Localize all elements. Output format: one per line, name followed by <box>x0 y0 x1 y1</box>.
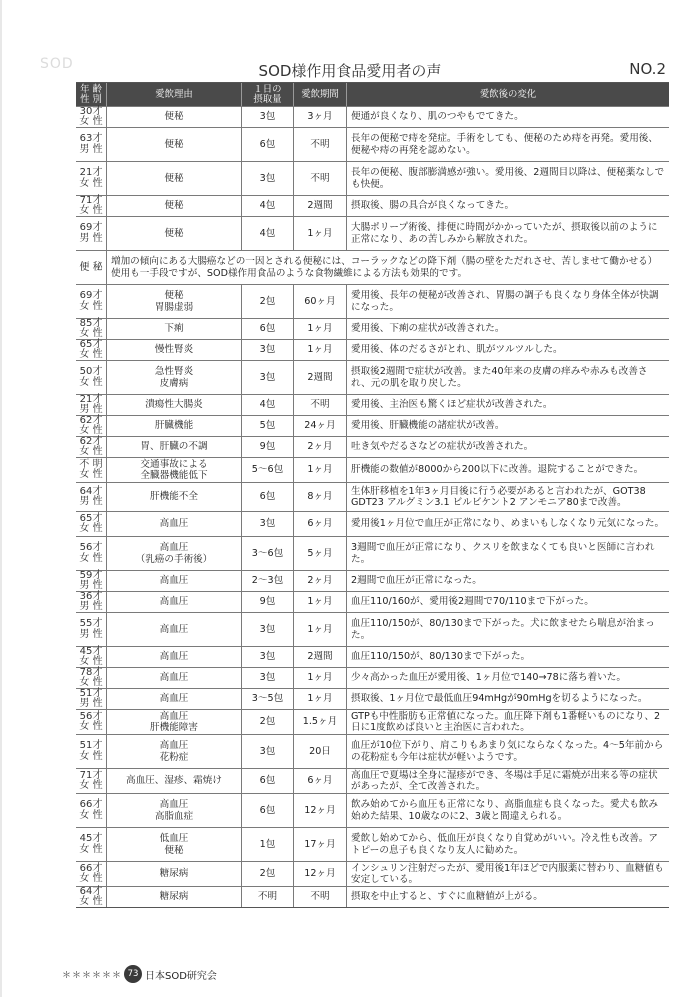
change-cell: GTPも中性脂肪も正常値になった。血圧降下剤も1番軽いものになり、2日に1度飲めば良いと主治医に言われた。 <box>346 710 669 734</box>
age-gender-cell <box>76 437 106 457</box>
change-cell: 生体肝移植を1年3ヶ月目後に行う必要があると言われたが、GOT38 GDT23 アルグミン3.1 ビルビケント2 アンモニア80まで改善。 <box>346 483 669 511</box>
dose-cell: 6包 <box>241 483 293 511</box>
dose-cell: 6包 <box>241 319 293 339</box>
age-value: 55才 <box>79 618 103 629</box>
dose-cell: 3包 <box>241 361 293 394</box>
age-gender-cell <box>76 735 106 768</box>
age-gender-cell <box>76 862 106 886</box>
reason-cell: 高血圧 <box>106 689 241 709</box>
age-value: 30才 <box>79 105 103 117</box>
age-gender-cell <box>76 217 106 250</box>
page-badge: 73 <box>124 965 142 983</box>
gender-value: 女 性 <box>79 376 103 388</box>
age-value: 78才 <box>79 666 103 678</box>
gender-value: 男 性 <box>79 601 103 612</box>
table-row <box>76 161 669 195</box>
reason-cell: 高血圧 <box>106 668 241 688</box>
footer-org: 日本SOD研究会 <box>145 970 217 982</box>
period-cell: 1ヶ月 <box>293 319 346 339</box>
age-value: 51才 <box>79 740 103 751</box>
change-cell: 長年の便秘で痔を発症。手術をしても、便秘のため痔を再発。愛用後、便秘や痔の再発を認めない。 <box>346 128 669 161</box>
dose-cell: 3包 <box>241 735 293 768</box>
gender-value: 男 性 <box>79 143 103 155</box>
reason-cell: 高血圧、湿疹、霜焼け <box>106 769 241 793</box>
age-gender-cell <box>76 689 106 709</box>
period-cell: 8ヶ月 <box>293 483 346 511</box>
table-row <box>76 511 669 536</box>
age-gender-cell <box>76 794 106 827</box>
reason-cell: 便秘 胃腸虚弱 <box>106 285 241 318</box>
gender-value: 女 性 <box>79 656 103 667</box>
age-gender-cell <box>76 769 106 793</box>
dose-cell: 5包 <box>241 416 293 436</box>
reason-cell: 便秘 <box>106 217 241 250</box>
period-cell: 12ヶ月 <box>293 862 346 886</box>
reason-cell: 高血圧 <box>106 592 241 612</box>
period-cell: 2ヶ月 <box>293 571 346 591</box>
gender-value: 女 性 <box>79 523 103 534</box>
period-cell: 1ヶ月 <box>293 689 346 709</box>
dose-cell: 4包 <box>241 395 293 415</box>
age-value: 85才 <box>79 317 103 329</box>
age-gender-cell <box>76 162 106 195</box>
dose-cell: 不明 <box>241 887 293 907</box>
reason-cell: 便秘 <box>106 107 241 127</box>
age-value: 36才 <box>79 590 103 602</box>
age-value: 66才 <box>79 799 103 810</box>
age-value: 50才 <box>79 366 103 377</box>
dose-cell: 3〜6包 <box>241 537 293 570</box>
note-label: 便 秘 <box>79 261 103 273</box>
change-cell: 血圧110/150が、80/130まで下がった。犬に飲ませたら喘息が治まった。 <box>346 613 669 646</box>
age-value: 71才 <box>79 769 103 781</box>
reason-cell: 低血圧 便秘 <box>106 828 241 861</box>
dose-cell: 9包 <box>241 437 293 457</box>
reason-cell: 高血圧 <box>106 647 241 667</box>
reason-cell: 胃、肝臓の不調 <box>106 437 241 457</box>
change-cell: 愛用後、長年の便秘が改善され、胃腸の調子も良くなり身体全体が快調になった。 <box>346 285 669 318</box>
reason-cell: 便秘 <box>106 162 241 195</box>
gender-value: 男 性 <box>79 232 103 244</box>
dose-cell: 5〜6包 <box>241 458 293 482</box>
page-title: SOD様作用食品愛用者の声 <box>258 62 442 80</box>
reason-cell: 下痢 <box>106 319 241 339</box>
age-value: 21才 <box>79 167 103 178</box>
gender-value: 女 性 <box>79 469 103 480</box>
dose-cell: 3包 <box>241 613 293 646</box>
dose-cell: 2包 <box>241 285 293 318</box>
age-gender-cell <box>76 537 106 570</box>
note-row <box>76 250 669 284</box>
period-cell: 2週間 <box>293 196 346 216</box>
period-cell: 2週間 <box>293 361 346 394</box>
note-text: 増加の傾向にある大腸癌などの一因とされる便秘には、コーラックなどの降下剤（腸の壁をただれさせ、苦しませて働かせる）使用も一手段ですが、SOD様作用食品のような食物繊維による方法も効果的です。 <box>106 251 669 284</box>
period-cell: 1ヶ月 <box>293 592 346 612</box>
period-cell: 3ヶ月 <box>293 107 346 127</box>
table-row <box>76 536 669 570</box>
change-cell: 3週間で血圧が正常になり、クスリを飲まなくても良いと医師に言われた。 <box>346 537 669 570</box>
table-row <box>76 709 669 734</box>
gender-value: 女 性 <box>79 116 103 127</box>
table-header <box>76 83 669 106</box>
table-row <box>76 886 669 907</box>
age-gender-cell <box>76 416 106 436</box>
dose-cell: 9包 <box>241 592 293 612</box>
testimonial-table <box>76 82 669 908</box>
change-cell: 肝機能の数値が8000から200以下に改善。退院することができた。 <box>346 458 669 482</box>
change-cell: 愛飲し始めてから、低血圧が良くなり自覚めがいい。冷え性も改善。アトピーの息子も良くなり友人に勧めた。 <box>346 828 669 861</box>
change-cell: 摂取後、1ヶ月位で最低血圧94mHgが90mHgを切るようになった。 <box>346 689 669 709</box>
reason-cell: 高血圧 <box>106 613 241 646</box>
period-cell: 1ヶ月 <box>293 613 346 646</box>
age-value: 59才 <box>79 569 103 581</box>
age-value: 56才 <box>79 710 103 722</box>
dose-cell: 2〜3包 <box>241 571 293 591</box>
gender-value: 女 性 <box>79 873 103 884</box>
table-row <box>76 415 669 436</box>
dose-cell: 6包 <box>241 769 293 793</box>
age-gender-cell <box>76 395 106 415</box>
dose-cell: 3包 <box>241 668 293 688</box>
age-gender-cell <box>76 592 106 612</box>
gender-value: 女 性 <box>79 177 103 189</box>
page-number: NO.2 <box>629 60 666 78</box>
footer-stars: ＊＊＊＊＊＊ <box>62 970 123 981</box>
change-cell: 長年の便秘、腹部膨満感が強い。愛用後、2週間目以降は、便秘薬なしでも快便。 <box>346 162 669 195</box>
gender-value: 女 性 <box>79 446 103 457</box>
reason-cell: 交通事故による 全臓器機能低下 <box>106 458 241 482</box>
age-gender-cell <box>76 107 106 127</box>
change-cell: 愛用後1ヶ月位で血圧が正常になり、めまいもしなくなり元気になった。 <box>346 512 669 536</box>
reason-cell: 慢性腎炎 <box>106 340 241 360</box>
age-value: 45才 <box>79 645 103 657</box>
table-row <box>76 318 669 339</box>
table-row <box>76 667 669 688</box>
gender-value: 女 性 <box>79 677 103 688</box>
gender-value: 女 性 <box>79 780 103 791</box>
dose-cell: 3包 <box>241 340 293 360</box>
change-cell: 摂取を中止すると、すぐに血糖値が上がる。 <box>346 887 669 907</box>
gender-value: 女 性 <box>79 300 103 312</box>
table-row <box>76 436 669 457</box>
age-gender-cell <box>76 613 106 646</box>
period-cell: 2週間 <box>293 647 346 667</box>
age-gender-cell <box>76 458 106 482</box>
period-cell: 60ヶ月 <box>293 285 346 318</box>
age-value: 63才 <box>79 133 103 144</box>
dose-cell: 4包 <box>241 217 293 250</box>
dose-cell: 3包 <box>241 647 293 667</box>
reason-cell: 高血圧 肝機能障害 <box>106 710 241 734</box>
change-cell: インシュリン注射だったが、愛用後1年ほどで内服薬に替わり、血糖値も安定している。 <box>346 862 669 886</box>
change-cell: 摂取後、腸の具合が良くなってきた。 <box>346 196 669 216</box>
header-change: 愛飲後の変化 <box>346 83 669 106</box>
header-reason: 愛飲理由 <box>106 83 241 106</box>
period-cell: 6ヶ月 <box>293 512 346 536</box>
gender-value: 女 性 <box>79 896 103 907</box>
dose-cell: 2包 <box>241 862 293 886</box>
table-row <box>76 127 669 161</box>
age-gender-cell <box>76 361 106 394</box>
change-cell: 愛用後、下痢の症状が改善された。 <box>346 319 669 339</box>
gender-value: 女 性 <box>79 843 103 855</box>
change-cell: 便通が良くなり、肌のつやもでてきた。 <box>346 107 669 127</box>
dose-cell: 3〜5包 <box>241 689 293 709</box>
reason-cell: 肝機能不全 <box>106 483 241 511</box>
period-cell: 不明 <box>293 162 346 195</box>
dose-cell: 2包 <box>241 710 293 734</box>
table-row <box>76 195 669 216</box>
reason-cell: 便秘 <box>106 128 241 161</box>
change-cell: 愛用後、主治医も驚くほど症状が改善された。 <box>346 395 669 415</box>
age-value: 69才 <box>79 290 103 301</box>
age-value: 62才 <box>79 435 103 447</box>
reason-cell: 糖尿病 <box>106 887 241 907</box>
table-row <box>76 394 669 415</box>
change-cell: 飲み始めてから血圧も正常になり、高脂血症も良くなった。愛犬も飲み始めた結果、10歳なのに2、3歳と間違えられる。 <box>346 794 669 827</box>
age-value: 64才 <box>79 885 103 897</box>
gender-value: 女 性 <box>79 750 103 762</box>
age-gender-cell <box>76 340 106 360</box>
table-row <box>76 612 669 646</box>
change-cell: 血圧110/150が、80/130まで下がった。 <box>346 647 669 667</box>
age-gender-cell <box>76 668 106 688</box>
dose-cell: 3包 <box>241 162 293 195</box>
reason-cell: 高血圧 <box>106 512 241 536</box>
table-row <box>76 570 669 591</box>
age-value: 71才 <box>79 194 103 206</box>
age-value: 21才 <box>79 393 103 405</box>
age-value: 66才 <box>79 862 103 874</box>
table-row <box>76 482 669 511</box>
period-cell: 不明 <box>293 128 346 161</box>
header-daily-amount: １日の 摂取量 <box>241 83 293 106</box>
change-cell: 少々高かった血圧が愛用後、1ヶ月位で140→78に落ち着いた。 <box>346 668 669 688</box>
age-gender-cell <box>76 571 106 591</box>
reason-cell: 急性腎炎 皮膚病 <box>106 361 241 394</box>
change-cell: 愛用後、体のだるさがとれ、肌がツルツルした。 <box>346 340 669 360</box>
gender-value: 男 性 <box>79 496 103 507</box>
age-value: 69才 <box>79 222 103 233</box>
age-value: 不 明 <box>79 458 103 470</box>
reason-cell: 高血圧 <box>106 571 241 591</box>
period-cell: 1ヶ月 <box>293 217 346 250</box>
change-cell: 2週間で血圧が正常になった。 <box>346 571 669 591</box>
table-row <box>76 360 669 394</box>
table-row <box>76 688 669 709</box>
period-cell: 17ヶ月 <box>293 828 346 861</box>
gender-value: 女 性 <box>79 552 103 564</box>
period-cell: 不明 <box>293 395 346 415</box>
reason-cell: 潰瘍性大腸炎 <box>106 395 241 415</box>
age-gender-cell <box>76 828 106 861</box>
age-value: 64才 <box>79 485 103 497</box>
reason-cell: 高血圧 高脂血症 <box>106 794 241 827</box>
dose-cell: 3包 <box>241 512 293 536</box>
age-gender-cell <box>76 319 106 339</box>
table-row <box>76 106 669 127</box>
age-gender-cell <box>76 483 106 511</box>
age-gender-cell <box>76 887 106 907</box>
dose-cell: 1包 <box>241 828 293 861</box>
age-gender-cell <box>76 512 106 536</box>
change-cell: 血圧110/160が、愛用後2週間で70/110まで下がった。 <box>346 592 669 612</box>
watermark-text: SOD <box>40 56 74 72</box>
change-cell: 血圧が10位下がり、肩こりもあまり気にならなくなった。4〜5年前からの花粉症も今年は症状が軽いようです。 <box>346 735 669 768</box>
gender-value: 男 性 <box>79 698 103 709</box>
gender-value: 女 性 <box>79 349 103 360</box>
table-row <box>76 457 669 482</box>
gender-value: 女 性 <box>79 328 103 339</box>
footer <box>62 965 217 983</box>
table-row <box>76 734 669 768</box>
dose-cell: 6包 <box>241 128 293 161</box>
gender-value: 男 性 <box>79 628 103 640</box>
period-cell: 5ヶ月 <box>293 537 346 570</box>
age-gender-cell <box>76 710 106 734</box>
change-cell: 高血圧で夏場は全身に湿疹ができ、冬場は手足に霜焼が出来る等の症状があったが、全て改善された。 <box>346 769 669 793</box>
period-cell: 1ヶ月 <box>293 668 346 688</box>
period-cell: 24ヶ月 <box>293 416 346 436</box>
period-cell: 2ヶ月 <box>293 437 346 457</box>
table-row <box>76 339 669 360</box>
gender-value: 男 性 <box>79 404 103 415</box>
age-gender-cell <box>76 285 106 318</box>
period-cell: 不明 <box>293 887 346 907</box>
table-row <box>76 827 669 861</box>
age-value: 65才 <box>79 512 103 524</box>
gender-value: 女 性 <box>79 425 103 436</box>
dose-cell: 6包 <box>241 794 293 827</box>
reason-cell: 高血圧 花粉症 <box>106 735 241 768</box>
gender-value: 女 性 <box>79 809 103 821</box>
reason-cell: 便秘 <box>106 196 241 216</box>
change-cell: 大腸ポリープ術後、排便に時間がかかっていたが、摂取後以前のように正常になり、あの苦しみから解放された。 <box>346 217 669 250</box>
gender-value: 女 性 <box>79 721 103 732</box>
period-cell: 20日 <box>293 735 346 768</box>
change-cell: 摂取後2週間で症状が改善。また40年来の皮膚の痒みや赤みも改善され、元の肌を取り戻した。 <box>346 361 669 394</box>
table-row <box>76 768 669 793</box>
reason-cell: 肝臓機能 <box>106 416 241 436</box>
table-row <box>76 284 669 318</box>
dose-cell: 4包 <box>241 196 293 216</box>
change-cell: 吐き気やだるさなどの症状が改善された。 <box>346 437 669 457</box>
age-value: 51才 <box>79 687 103 699</box>
dose-cell: 3包 <box>241 107 293 127</box>
period-cell: 6ヶ月 <box>293 769 346 793</box>
table-row <box>76 861 669 886</box>
age-value: 56才 <box>79 542 103 553</box>
page-gutter <box>0 0 2 997</box>
change-cell: 愛用後、肝臓機能の諸症状が改善。 <box>346 416 669 436</box>
period-cell: 1ヶ月 <box>293 340 346 360</box>
reason-cell: 高血圧 （乳癌の手術後） <box>106 537 241 570</box>
table-row <box>76 216 669 250</box>
age-value: 62才 <box>79 414 103 426</box>
table-row <box>76 793 669 827</box>
reason-cell: 糖尿病 <box>106 862 241 886</box>
table-row <box>76 591 669 612</box>
age-gender-cell <box>76 647 106 667</box>
gender-value: 男 性 <box>79 580 103 591</box>
period-cell: 12ヶ月 <box>293 794 346 827</box>
header-age-gender: 年 齢 性 別 <box>80 83 102 105</box>
age-value: 45才 <box>79 833 103 844</box>
table-body <box>76 106 669 907</box>
period-cell: 1ヶ月 <box>293 458 346 482</box>
header-period: 愛飲期間 <box>293 83 346 106</box>
age-value: 65才 <box>79 338 103 350</box>
table-row <box>76 646 669 667</box>
period-cell: 1.5ヶ月 <box>293 710 346 734</box>
age-gender-cell <box>76 128 106 161</box>
age-gender-cell <box>76 196 106 216</box>
gender-value: 女 性 <box>79 205 103 216</box>
